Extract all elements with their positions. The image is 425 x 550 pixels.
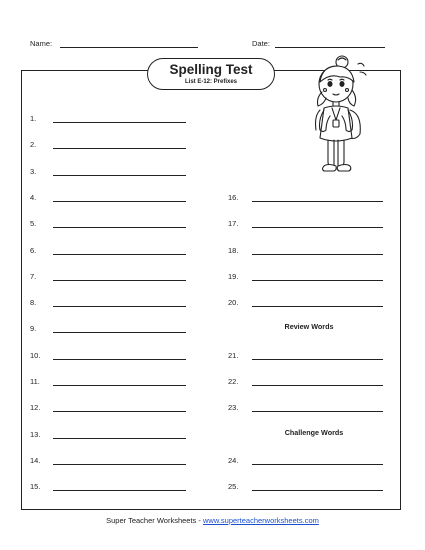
footer-text: Super Teacher Worksheets -: [106, 516, 203, 525]
answer-line[interactable]: [252, 306, 383, 307]
title-box: [147, 58, 275, 90]
date-label: Date:: [252, 39, 270, 48]
answer-line[interactable]: [53, 438, 186, 439]
answer-line[interactable]: [252, 201, 383, 202]
item-number: 1.: [30, 114, 37, 123]
footer: [0, 516, 425, 525]
item-number: 25.: [228, 482, 239, 492]
girl-illustration: [298, 52, 380, 176]
item-number: 11.: [30, 377, 40, 386]
name-label: Name:: [30, 39, 53, 48]
item-number: 3.: [30, 166, 37, 176]
answer-line[interactable]: [252, 411, 383, 412]
page-title: Spelling Test: [169, 62, 253, 77]
answer-line[interactable]: [53, 254, 186, 255]
item-number: 16.: [228, 192, 239, 202]
item-number: 23.: [228, 403, 239, 413]
answer-line[interactable]: [53, 385, 186, 386]
challenge-words-heading: Challenge Words: [284, 428, 344, 437]
item-number: 18.: [228, 245, 239, 255]
answer-line[interactable]: [252, 490, 383, 491]
item-number: 7.: [30, 271, 37, 281]
answer-line[interactable]: [53, 490, 186, 491]
answer-line[interactable]: [53, 464, 186, 465]
item-number: 10.: [30, 350, 41, 360]
answer-line[interactable]: [53, 306, 186, 307]
answer-line[interactable]: [252, 280, 383, 281]
item-number: 13.: [30, 429, 41, 439]
answer-line[interactable]: [53, 359, 186, 360]
item-number: 24.: [228, 455, 239, 465]
footer-link[interactable]: www.superteacherworksheets.com: [202, 516, 319, 525]
review-words-heading: Review Words: [284, 322, 334, 331]
date-line: [275, 47, 385, 48]
answer-line[interactable]: [252, 227, 383, 228]
answer-line[interactable]: [53, 227, 186, 228]
item-number: 21.: [228, 350, 239, 360]
item-number: 20.: [228, 298, 239, 308]
item-number: 8.: [30, 298, 37, 308]
item-number: 14.: [30, 455, 41, 465]
answer-line[interactable]: [252, 464, 383, 465]
answer-line[interactable]: [53, 122, 186, 123]
answer-line[interactable]: [53, 175, 186, 176]
answer-line[interactable]: [53, 148, 186, 149]
answer-line[interactable]: [252, 385, 383, 386]
item-number: 5.: [30, 219, 37, 229]
item-number: 22.: [228, 377, 239, 386]
item-number: 17.: [228, 219, 239, 229]
item-number: 19.: [228, 271, 239, 281]
answer-line[interactable]: [53, 280, 186, 281]
answer-line[interactable]: [53, 201, 186, 202]
item-number: 4.: [30, 192, 37, 202]
page-subtitle: List E-12: Prefixes: [184, 79, 238, 85]
item-number: 15.: [30, 482, 41, 492]
name-line: [60, 47, 198, 48]
answer-line[interactable]: [53, 411, 186, 412]
item-number: 12.: [30, 403, 41, 413]
answer-line[interactable]: [53, 332, 186, 333]
item-number: 2.: [30, 140, 37, 150]
answer-line[interactable]: [252, 254, 383, 255]
item-number: 9.: [30, 324, 37, 334]
answer-line[interactable]: [252, 359, 383, 360]
item-number: 6.: [30, 245, 37, 255]
